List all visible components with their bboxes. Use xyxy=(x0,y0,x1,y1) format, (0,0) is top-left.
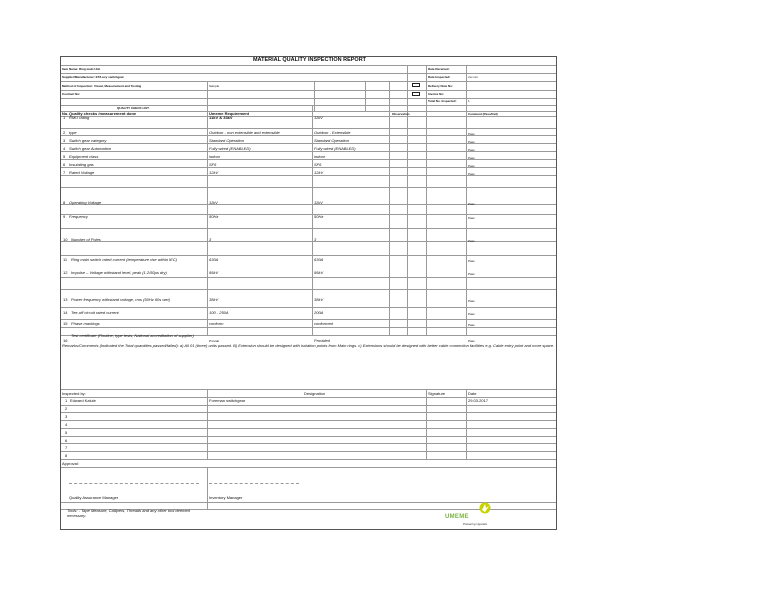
row-no: 1 xyxy=(63,115,66,120)
col-observation: Observation xyxy=(392,112,410,116)
col-comment: Comment (Pass/Fail) xyxy=(468,112,498,116)
row-requirement: Standard Operation xyxy=(209,138,244,143)
row-comment: Pass xyxy=(468,164,475,168)
logo-wordmark: UMEME xyxy=(445,514,469,520)
sample-label: Sample xyxy=(209,84,220,88)
row-no: 10 xyxy=(63,237,68,242)
row-check: Equipment class xyxy=(69,154,99,159)
row-requirement: 630A xyxy=(209,257,219,262)
row-check: RMU rating xyxy=(69,115,90,120)
row-check: Impulse – Voltage withstand level, peak (1.2/50μs dry) xyxy=(71,270,167,275)
row-observation: SF6 xyxy=(314,162,322,167)
inspector-name: Edward Kalule xyxy=(70,398,96,403)
row-observation: 38kV xyxy=(314,297,324,302)
row-check: Insulating gas xyxy=(69,162,94,167)
row-no: 9 xyxy=(63,214,66,219)
row-check: Phase markings xyxy=(71,321,100,326)
row-requirement: conform xyxy=(209,321,224,326)
inspected-by-label: Inspected by: xyxy=(62,391,86,396)
row-comment: Pass xyxy=(468,272,475,276)
row-no: 5 xyxy=(63,154,66,159)
inspector-no: 4 xyxy=(65,422,68,427)
row-no: 15 xyxy=(63,321,68,326)
row-check: Power frequency withstand voltage, rms (50Hz 60s wet) xyxy=(71,297,170,302)
inspector-no: 2 xyxy=(65,406,68,411)
row-no: 12 xyxy=(63,270,68,275)
row-check: Operating Voltage xyxy=(69,200,102,205)
row-observation: Provided xyxy=(314,338,330,343)
row-comment: Pass xyxy=(468,299,475,303)
row-check: Test certificate (Routine, type tests, National accreditation of supplier) xyxy=(71,333,194,338)
approval-label: Approval: xyxy=(62,461,79,466)
row-check: Number of Poles xyxy=(71,237,101,242)
inspector-no: 1 xyxy=(65,398,68,403)
inventory-signature-line xyxy=(209,483,299,484)
inspector-no: 3 xyxy=(65,414,68,419)
row-no: 4 xyxy=(63,146,66,151)
row-requirement: 12kV xyxy=(209,170,219,175)
row-observation: Standard Operation xyxy=(314,138,349,143)
row-comment: Pass xyxy=(468,156,475,160)
umeme-logo xyxy=(445,501,495,529)
invoice-checkbox[interactable] xyxy=(412,92,420,96)
date-label: Date xyxy=(468,391,477,396)
row-requirement: indoor xyxy=(209,154,221,159)
row-check: Tee-off circuit rated current xyxy=(71,310,119,315)
inspector-no: 5 xyxy=(65,430,68,435)
row-observation: 11kV xyxy=(314,200,323,205)
row-no: 8 xyxy=(63,200,66,205)
row-requirement: Fully wired (ENABLED) xyxy=(209,146,251,151)
row-comment: Pass xyxy=(468,172,475,176)
row-comment: Pass xyxy=(468,239,475,243)
row-no: 6 xyxy=(63,162,66,167)
row-check: Frequency xyxy=(69,214,88,219)
row-requirement: Outdoor - non extensible and extensible xyxy=(209,130,280,135)
checklist-label: QUALITY CHECK LIST xyxy=(117,106,149,110)
row-observation: 50Hz xyxy=(314,214,324,219)
row-requirement: SF6 xyxy=(209,162,217,167)
row-observation: Outdoor - Extensible xyxy=(314,130,351,135)
row-no: 11 xyxy=(63,257,68,262)
col-requirement: Umeme Requirement xyxy=(209,111,250,116)
date-inspected-value: xxx.xxx xyxy=(468,75,478,79)
qa-signature-line xyxy=(69,483,199,484)
row-observation: 200A xyxy=(314,310,324,315)
row-requirement: 11kV xyxy=(209,200,218,205)
row-comment: Pass xyxy=(468,216,475,220)
row-check: type xyxy=(69,130,77,135)
date-received-label: Date Received: xyxy=(428,67,450,71)
row-observation: Fully wired (ENABLED) xyxy=(314,146,356,151)
row-requirement: Provide xyxy=(209,339,220,343)
inspector-no: 8 xyxy=(65,453,68,458)
designation-label: Designation xyxy=(304,391,326,396)
row-observation: 630A xyxy=(314,257,324,262)
row-no: 2 xyxy=(63,130,66,135)
logo-tagline: Powering Uganda xyxy=(463,522,487,526)
inspector-no: 7 xyxy=(65,445,68,450)
row-requirement: 38kV xyxy=(209,297,219,302)
inspector-designation: Foreman switchgear xyxy=(209,398,246,403)
row-no: 7 xyxy=(63,170,66,175)
item-name: Item Name: Ring main Unit xyxy=(62,67,101,71)
row-observation: 95kV xyxy=(314,270,324,275)
row-check: Ring main switch rated current (temperature rise within IEC) xyxy=(71,257,178,262)
inspection-method: Method of Inspection: Visual, Measurement and Testing xyxy=(62,84,142,88)
row-observation: conformed xyxy=(314,321,333,326)
tools-note: Tools: - Tape Measure, Callipers, Threads and any other tool deemed necessary. xyxy=(67,508,190,518)
inventory-manager-label: Inventory Manager xyxy=(209,495,243,500)
row-no: 3 xyxy=(63,138,66,143)
inspector-no: 6 xyxy=(65,438,68,443)
row-observation: 12kV xyxy=(314,170,324,175)
row-requirement: 95kV xyxy=(209,270,219,275)
col-no: No. xyxy=(62,111,69,116)
row-check: Rated Voltage xyxy=(69,170,95,175)
row-observation: indoor xyxy=(314,154,326,159)
inspection-report-sheet xyxy=(60,56,557,530)
delivery-note-label: Delivery Note No: xyxy=(428,84,454,88)
row-check: Switch gear Automation xyxy=(69,146,112,151)
row-comment: Pass xyxy=(468,132,475,136)
row-comment: Pass xyxy=(468,148,475,152)
invoice-no-label: Invoice No: xyxy=(428,92,445,96)
row-requirement: 50Hz xyxy=(209,214,219,219)
col-check: Quality checks /measurement done xyxy=(69,111,137,116)
report-title: MATERIAL QUALITY INSPECTION REPORT xyxy=(252,57,367,63)
signature-label: Signature xyxy=(428,391,446,396)
total-inspected-value: 1 xyxy=(468,99,470,103)
total-inspected-label: Total No. Inspected: xyxy=(428,99,457,103)
date-inspected-label: Date Inspected: xyxy=(428,75,451,79)
row-check: Switch gear category xyxy=(69,138,107,143)
row-requirement: 3 xyxy=(209,237,212,242)
row-no: 14 xyxy=(63,310,68,315)
row-comment: Pass xyxy=(468,202,475,206)
remarks-text: Remarks/Comments (Indicated the Total quantities passed/failed): a) All 01 (three) units passed. B) Extension should be designed with isolation points from Main rings. c) Extensions should be designed with better cable connection facilities e.g. Cable entry point and more space. xyxy=(62,343,555,348)
qa-manager-label: Quality Assurance Manager xyxy=(69,495,119,500)
row-observation: 11kV xyxy=(314,115,323,120)
row-no: 13 xyxy=(63,297,68,302)
contract-no: Contract No: xyxy=(62,92,81,96)
row-requirement: 11kV & 33kV xyxy=(209,115,233,120)
row-comment: Pass xyxy=(468,312,475,316)
inspector-date: 29.03.2017 xyxy=(468,398,489,403)
row-no: 16 xyxy=(63,338,68,343)
row-comment: Pass xyxy=(468,339,475,343)
row-requirement: 100 - 250A xyxy=(209,310,229,315)
row-comment: Pass xyxy=(468,259,475,263)
delivery-checkbox[interactable] xyxy=(412,83,420,87)
row-observation: 3 xyxy=(314,237,317,242)
row-comment: Pass xyxy=(468,323,475,327)
supplier: Supplier/Manufacturer: ET/Lucy switchgear xyxy=(62,75,124,79)
row-comment: Pass xyxy=(468,140,475,144)
